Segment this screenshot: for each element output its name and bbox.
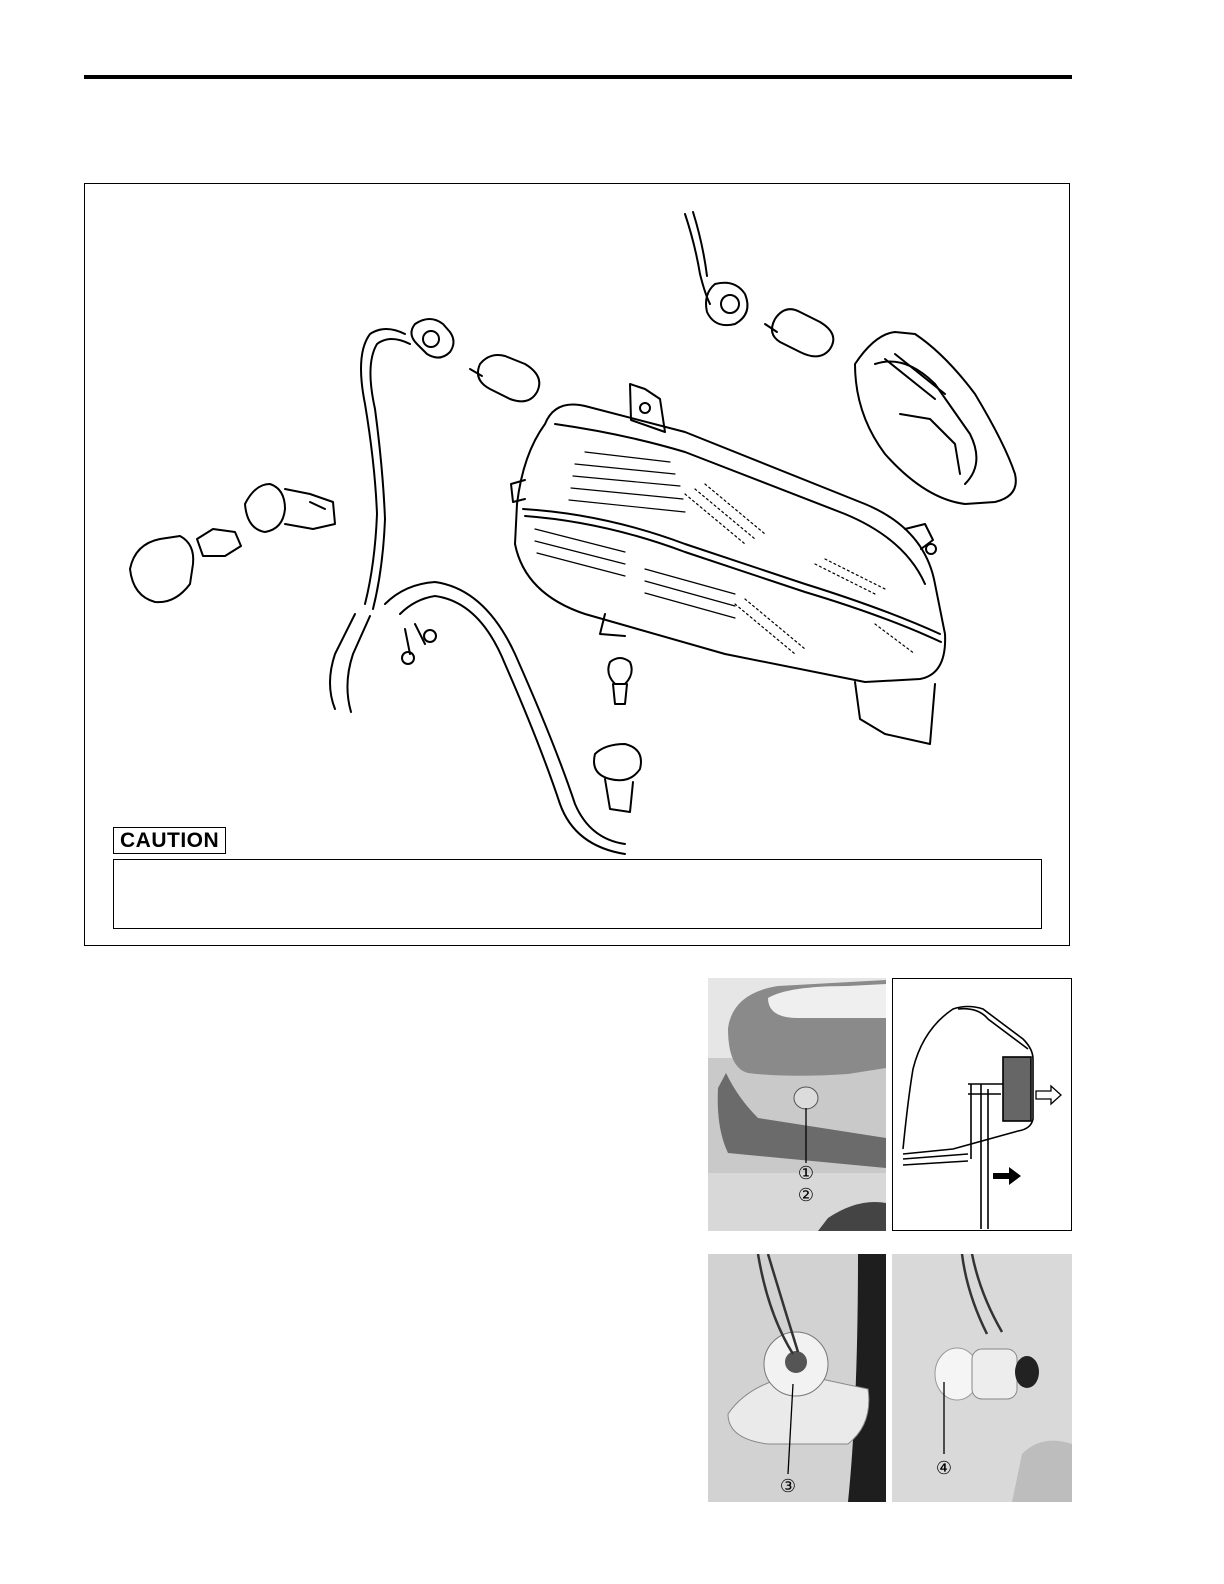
bulb-removed-photo [892,1254,1072,1502]
turn-signal-exploded-diagram [85,184,1071,947]
lens-removal-photo [708,978,886,1231]
exploded-view-figure [84,183,1070,946]
left-bulb-drawing [361,319,539,609]
lamp-housing-drawing [511,384,945,744]
callout-2: ② [797,1185,815,1206]
outline-right-arrow-icon [1036,1086,1061,1104]
caution-label: CAUTION [113,827,226,854]
top-rule [84,75,1072,79]
bulb-socket-photo [708,1254,886,1502]
solid-right-arrow-icon [993,1167,1021,1185]
wire-harness-drawing [330,582,641,854]
side-lens-cover-drawing [855,332,1016,504]
upper-right-bulb-drawing [685,212,833,356]
callout-4: ④ [935,1458,953,1479]
callout-3: ③ [779,1476,797,1497]
lens-hatching [535,452,915,654]
callout-1: ① [797,1163,815,1184]
side-marker-bulb-drawing [130,484,335,602]
caution-text-box [113,859,1042,929]
lens-cutaway-diagram [892,978,1072,1231]
